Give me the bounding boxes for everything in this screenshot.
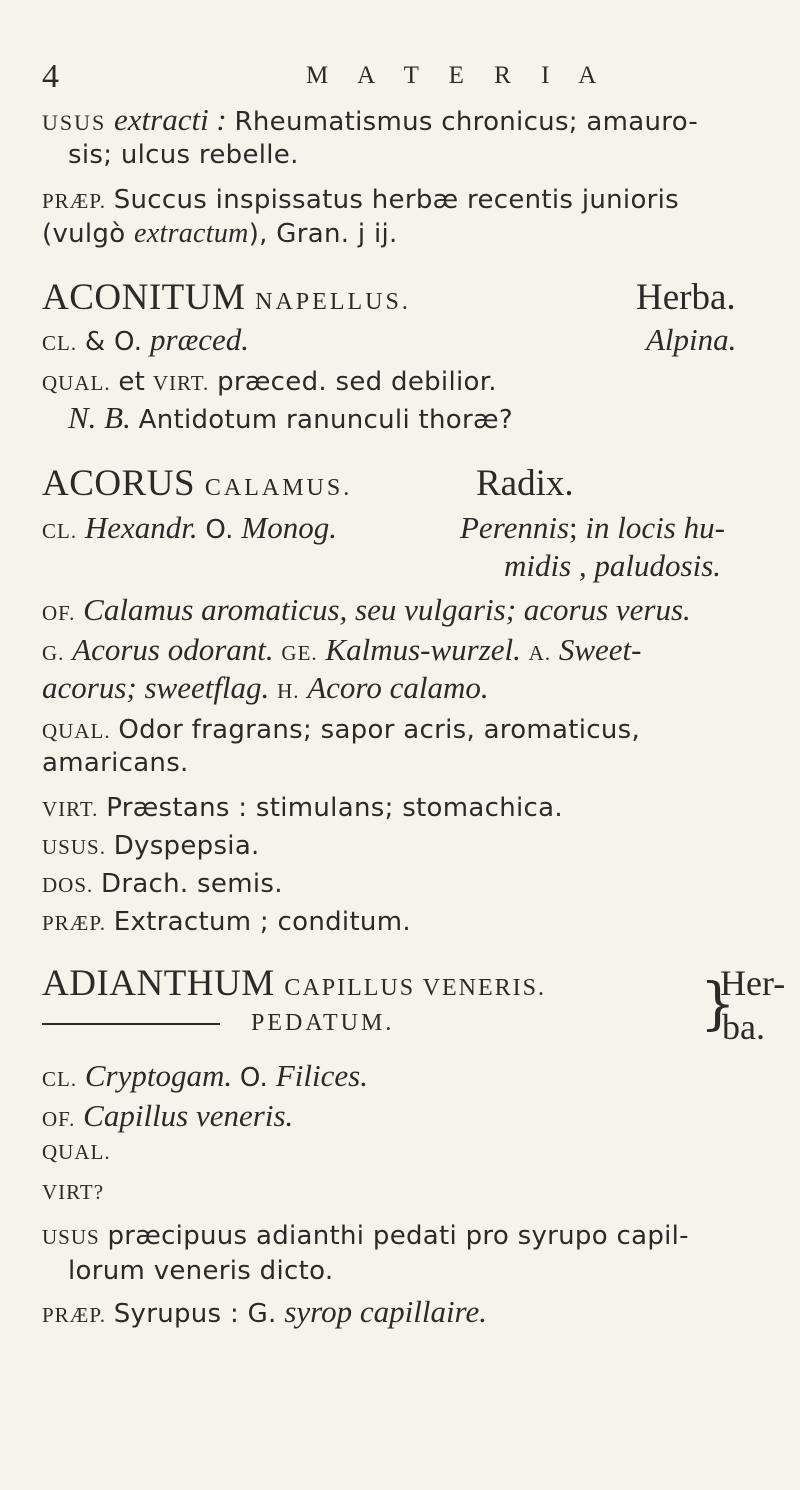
acorus-part: Radix. (476, 463, 574, 504)
acorus-virt: VIRT. Præstans : stimulans; stomachica. (42, 793, 563, 823)
acorus-names-2: acorus; sweetflag. H. Acoro calamo. (42, 670, 489, 705)
usus-line-2: sis; ulcus rebelle. (68, 140, 299, 170)
praep-line-1: PRÆP. Succus inspissatus herbæ recentis junioris (42, 185, 680, 215)
usus-line-1: USUS extracti : Rheumatismus chronicus; amauro- (42, 102, 699, 137)
acorus-of: OF. Calamus aromaticus, seu vulgaris; acorus verus. (42, 592, 691, 627)
acorus-cl: CL. Hexandr. O. Monog. (42, 510, 337, 545)
adianthum-heading-2: PEDATUM. (42, 1010, 394, 1037)
praep-line-2: (vulgò extractum), Gran. j ij. (42, 218, 398, 249)
acorus-qual-2: amaricans. (42, 748, 189, 778)
aconitum-nb: N. B. Antidotum ranunculi thoræ? (68, 400, 513, 435)
aconitum-heading: ACONITUM NAPELLUS. (42, 277, 411, 318)
adianthum-usus-1: USUS præcipuus adianthi pedati pro syrupo capil- (42, 1221, 689, 1251)
adianthum-cl: CL. Cryptogam. O. Filices. (42, 1058, 368, 1093)
running-title: M A T E R I A (306, 62, 609, 89)
adianthum-usus-2: lorum veneris dicto. (68, 1256, 334, 1286)
adianthum-of: OF. Capillus veneris. (42, 1098, 294, 1133)
acorus-qual: QUAL. Odor fragrans; sapor acris, aromaticus, (42, 715, 641, 745)
page-number: 4 (42, 58, 59, 95)
acorus-usus: USUS. Dyspepsia. (42, 831, 260, 861)
adianthum-praep: PRÆP. Syrupus : G. syrop capillaire. (42, 1294, 487, 1329)
acorus-heading: ACORUS CALAMUS. (42, 463, 353, 504)
adianthum-heading: ADIANTHUM CAPILLUS VENERIS. (42, 963, 546, 1004)
adianthum-part-1: Her- (720, 963, 786, 1003)
aconitum-habitat: Alpina. (646, 322, 737, 357)
brace-icon: } (700, 972, 736, 1037)
acorus-habitat-1: Perennis; in locis hu- (460, 510, 725, 545)
acorus-names-1: G. Acorus odorant. GE. Kalmus-wurzel. A. Sweet- (42, 632, 642, 667)
adianthum-qual: QUAL. (42, 1140, 111, 1164)
aconitum-qual: QUAL. et VIRT. præced. sed debilior. (42, 367, 497, 397)
adianthum-virt: VIRT? (42, 1180, 105, 1204)
ditto-dash (42, 1023, 220, 1025)
acorus-dos: DOS. Drach. semis. (42, 869, 283, 899)
aconitum-cl: CL. & O. præced. (42, 322, 250, 357)
acorus-praep: PRÆP. Extractum ; conditum. (42, 907, 411, 937)
adianthum-part-2: ba. (722, 1007, 765, 1047)
aconitum-part: Herba. (636, 277, 736, 318)
acorus-habitat-2: midis , paludosis. (504, 548, 722, 583)
